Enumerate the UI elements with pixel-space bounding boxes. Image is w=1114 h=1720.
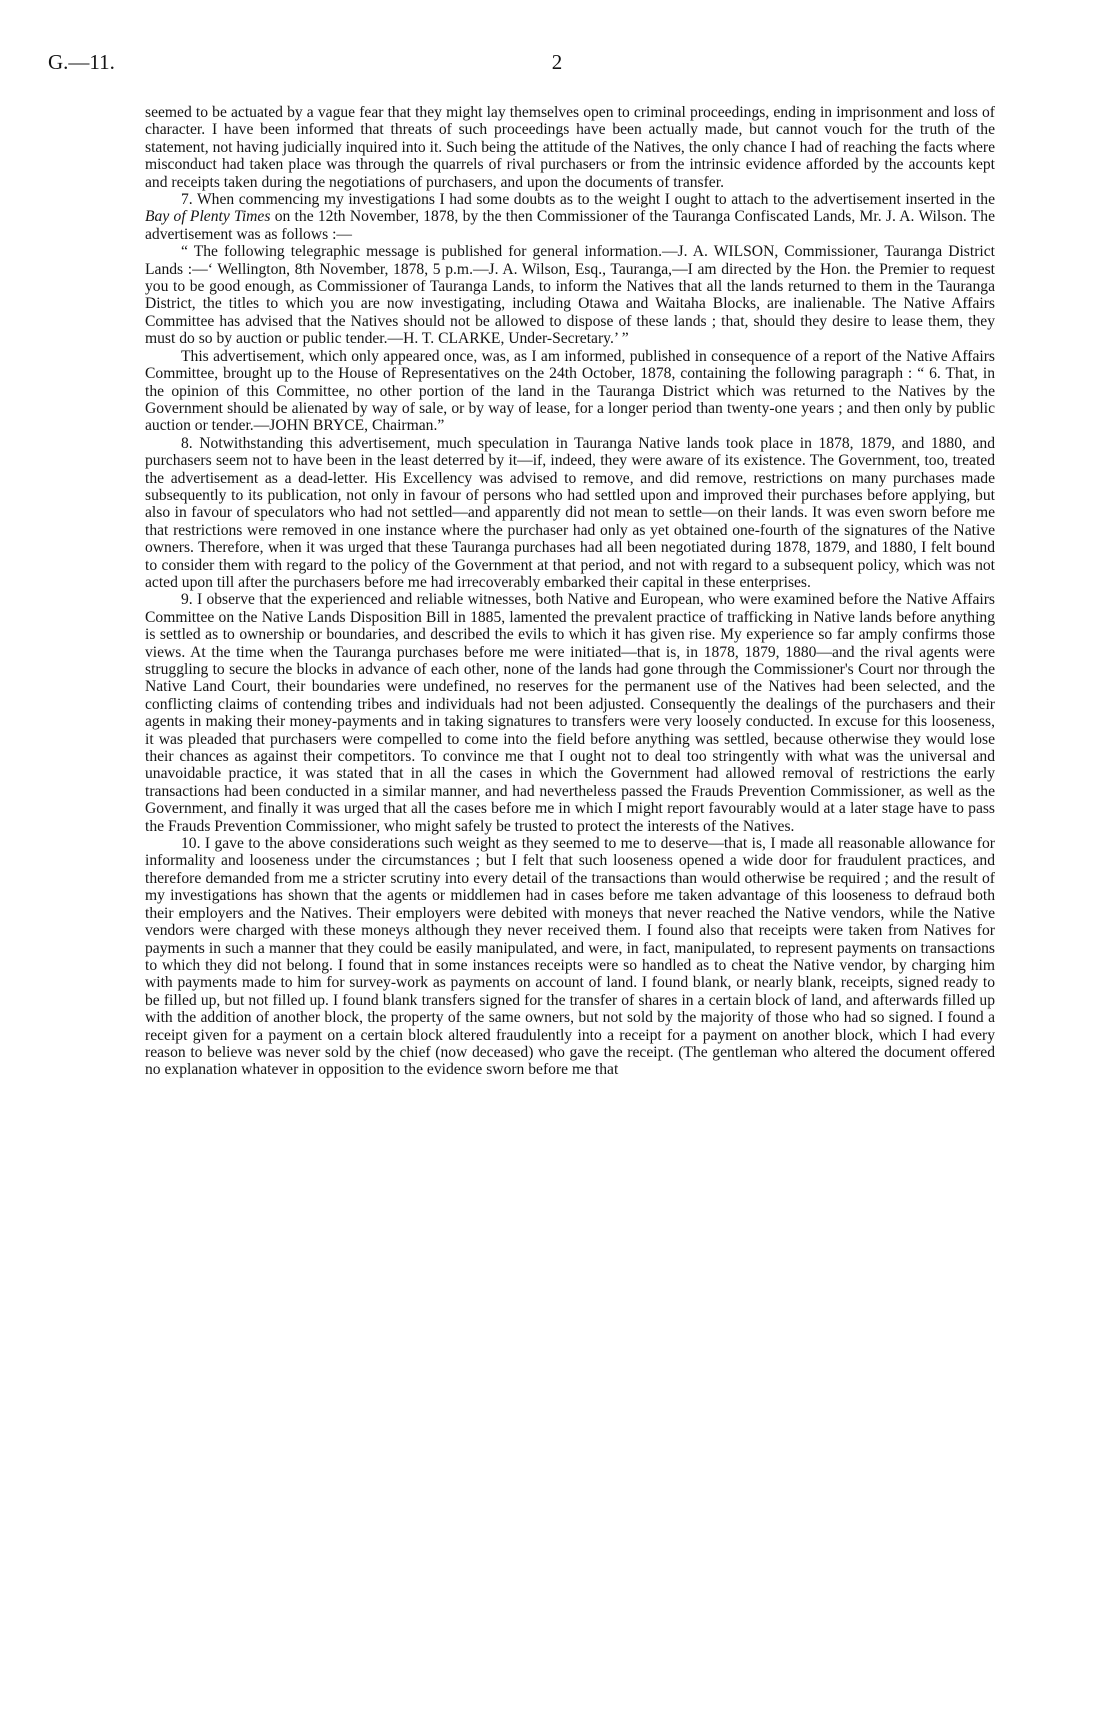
paragraph-continuation: seemed to be actuated by a vague fear that they might lay themselves open to criminal proceedings, ending in imprisonment and loss of character. I have been informed that threats of such proceedings have been actually made, but cannot vouch for the truth of the statement, not having judicially inquired into it. Such being the attitude of the Natives, the only chance I had of reaching the facts where misconduct had taken place was through the quarrels of rival purchasers or from the intrinsic evidence afforded by the accounts kept and receipts taken during the negotiations of purchasers, and upon the documents of transfer.: [145, 104, 995, 191]
paragraph-7-text-after: on the 12th November, 1878, by the then Commissioner of the Tauranga Confiscated Lands, Mr. J. A. Wilson. The advertisement was as follows :—: [145, 208, 995, 243]
paragraph-10: 10. I gave to the above considerations such weight as they seemed to me to deserve—that is, I made all reasonable allowance for informality and looseness under the circumstances ; but I felt that such looseness opened a wide door for fraudulent practices, and therefore demanded from me a stricter scrutiny into every detail of the transactions than would otherwise be required ; and the result of my investigations has shown that the agents or middlemen had in cases before me taken advantage of this looseness to defraud both their employers and the Natives. Their employers were debited with moneys that never reached the Native vendors, while the Native vendors were charged with these moneys although they never received them. I found also that receipts were taken from Natives for payments in such a manner that they could be easily manipulated, and were, in fact, manipulated, to represent payments on transactions to which they did not belong. I found that in some instances receipts were so handled as to cheat the Native vendor, by charging him with payments made to him for survey-work as payments on account of land. I found blank, or nearly blank, receipts, signed ready to be filled up, but not filled up. I found blank transfers signed for the transfer of shares in a certain block of land, and afterwards filled up with the addition of another block, the property of the same owners, but not sold by the majority of those who had so signed. I found a receipt given for a payment on a certain block altered fraudulently into a receipt for a payment on another block, which I had every reason to believe was never sold by the chief (now deceased) who gave the receipt. (The gentleman who altered the document offered no explanation whatever in opposition to the evidence sworn before me that: [145, 835, 995, 1079]
document-body: [145, 104, 995, 1079]
paragraph-advertisement-note: This advertisement, which only appeared once, was, as I am informed, published in consequence of a report of the Native Affairs Committee, brought up to the House of Representatives on the 24th October, 1878, containing the following paragraph : “ 6. That, in the opinion of this Committee, no other portion of the land in the Tauranga District which was returned to the Natives by the Government should be alienated by way of sale, or by way of lease, for a longer period than twenty-one years ; and then only by public auction or tender.—JOHN BRYCE, Chairman.”: [145, 347, 995, 435]
paragraph-7-text-before: 7. When commencing my investigations I had some doubts as to the weight I ought to attach to the advertisement inserted in the: [181, 191, 995, 209]
advertisement-quote: “ The following telegraphic message is published for general information.—J. A. WILSON, Commissioner, Tauranga District Lands :—‘ Wellington, 8th November, 1878, 5 p.m.—J. A. Wilson, Esq., Tauranga,—I am directed by the Hon. the Premier to request you to be good enough, as Commissioner of Tauranga Lands, to inform the Natives that all the lands returned to them in the Tauranga District, the titles to which you are now investigating, including Otawa and Waitaha Blocks, are inalienable. The Native Affairs Committee has advised that the Natives should not be allowed to dispose of these lands ; that, should they desire to lease them, they must do so by auction or public tender.—H. T. CLARKE, Under-Secretary.’ ”: [145, 243, 995, 348]
page-header: [48, 50, 1066, 76]
paragraph-9: 9. I observe that the experienced and reliable witnesses, both Native and European, who were examined before the Native Affairs Committee on the Native Lands Disposition Bill in 1885, lamented the prevalent practice of trafficking in Native lands before anything is settled as to ownership or boundaries, and described the evils to which it has given rise. My experience so far amply confirms those views. At the time when the Tauranga purchases before me were initiated—that is, in 1878, 1879, 1880—and the rival agents were struggling to secure the blocks in advance of each other, none of the lands had gone through the Commissioner's Court nor through the Native Land Court, their boundaries were undefined, no reserves for the permanent use of the Natives had been selected, and the conflicting claims of contending tribes and individuals had not been adjusted. Consequently the dealings of the purchasers and their agents in making their money-payments and in taking signatures to transfers were very loosely conducted. In excuse for this looseness, it was pleaded that purchasers were compelled to come into the field before anything was settled, because otherwise they would lose their chances as against their competitors. To convince me that I ought not to deal too stringently with what was the universal and unavoidable practice, it was stated that in all the cases in which the Government had allowed removal of restrictions the early transactions had been conducted in a similar manner, and had nevertheless passed the Frauds Prevention Commissioner, as well as the Government, and finally it was urged that all the cases before me in which I might report favourably would at a later stage have to pass the Frauds Prevention Commissioner, who might safely be trusted to protect the interests of the Natives.: [145, 591, 995, 835]
paragraph-8: 8. Notwithstanding this advertisement, much speculation in Tauranga Native lands took place in 1878, 1879, and 1880, and purchasers seem not to have been in the least deterred by it—if, indeed, they were aware of its existence. The Government, too, treated the advertisement as a dead-letter. His Excellency was advised to remove, and did remove, restrictions on many purchases made subsequently to its publication, not only in favour of persons who had settled upon and improved their purchases before applying, but also in favour of speculators who had not settled—and apparently did not mean to settle—on their lands. It was even sworn before me that restrictions were removed in one instance where the purchaser had only as yet obtained one-fourth of the signatures of the Native owners. Therefore, when it was urged that these Tauranga purchases had all been negotiated during 1878, 1879, and 1880, I felt bound to consider them with regard to the policy of the Government at that period, and not with regard to a subsequent policy, which was not acted upon till after the purchasers before me had irrecoverably embarked their capital in these enterprises.: [145, 434, 995, 591]
paragraph-7: [145, 191, 995, 243]
page-number: 2: [551, 50, 563, 74]
document-reference: G.—11.: [48, 50, 115, 74]
newspaper-title: Bay of Plenty Times: [145, 208, 271, 226]
